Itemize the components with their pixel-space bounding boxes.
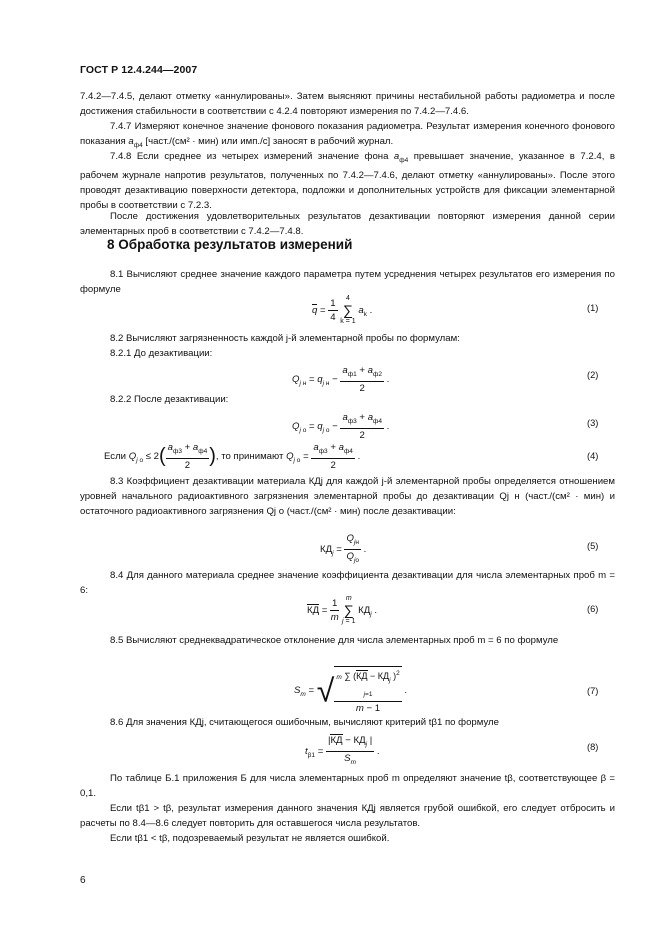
section-title: 8 Обработка результатов измерений xyxy=(107,237,353,252)
paragraph-8-2-2: 8.2.2 После дезактивации: xyxy=(110,394,229,405)
paragraph-8-2-1: 8.2.1 До дезактивации: xyxy=(110,348,213,359)
formula-7: $S_m$ = √ m ∑ ($КД - КД_j$ )$^2$ j=1 m − 1 . xyxy=(294,666,407,715)
paragraph-table-b1: По таблице Б.1 приложения Б для числа элементарных проб m определяют значение tβ, соответствующее β = 0,1. xyxy=(80,773,615,799)
paragraph-8-3: 8.3 Коэффициент дезактивации материала КДj для каждой j-й элементарной пробы определяется отношением уровней начального радиоактивного загрязнения элементарной пробы до дезактивации Qj н (част./(см² · мин) и остаточного радиоактивного загрязнения Qj о (част./(см² · мин) после дезактивации: xyxy=(80,476,615,517)
paragraph-8-4: 8.4 Для данного материала среднее значение коэффициента дезактивации для числа элементарных проб m = 6: xyxy=(80,570,615,596)
paragraph-8-2: 8.2 Вычисляют загрязненность каждой j-й элементарной пробы по формулам: xyxy=(110,333,460,344)
paragraph-8-5: 8.5 Вычисляют среднеквадратическое отклонение для числа элементарных проб m = 6 по формуле xyxy=(110,635,559,646)
paragraph-condition-1: Если tβ1 > tβ, результат измерения данного значения КДj является грубой ошибкой, его следует отбросить и расчеты по 8.4—8.6 следует повторить для оставшегося числа результатов. xyxy=(80,803,615,829)
paragraph-condition-2: Если tβ1 < tβ, подозреваемый результат не является ошибкой. xyxy=(110,833,390,844)
equation-number: (3) xyxy=(587,418,599,428)
paragraph-7-4-8: 7.4.8 Если среднее из четырех измерений значение фона $a_{ф4}$ превышает значение, указанное в 7.2.4, в рабочем журнале напротив результатов, полученных по 7.4.2—7.4.6, делают отметку «аннулированы». После этого проводят дезактивацию поверхности детектора, подложки и дополнительных устройств для фиксации элементарной пробы в соответствии с 7.2.3. xyxy=(80,151,615,211)
formula-4: Если $Q_{j о} \le 2$( $a_{ф3} + a_{ф4}$ 2 ), то принимают $Q_{j о}$ = $a_{ф3} + a_{ф4}$ 2 . xyxy=(104,442,361,471)
equation-number: (4) xyxy=(587,451,599,461)
formula-3: $Q_{j о} = q_{j о}$ − $a_{ф3} + a_{ф4}$ 2 . xyxy=(292,412,390,441)
formula-1: q = $\frac{1}{4}$ 4 ∑ k = 1 $a_k$ . xyxy=(312,295,373,325)
formula-8: $t_{\beta 1}$ = $|КД - КД_j$ | $S_m$ . xyxy=(305,735,380,766)
formula-6: КД = $\frac{1}{m}$ m ∑ j = 1 $КД_j$ . xyxy=(307,595,378,625)
paragraph-after-decontamination: После достижения удовлетворительных результатов дезактивации повторяют измерения данной серии элементарных проб в соответствии с 7.4.2—7.4.8. xyxy=(80,211,615,237)
paragraph-8-6: 8.6 Для значения КДj, считающегося ошибочным, вычисляют критерий tβ1 по формуле xyxy=(110,717,499,728)
document-header: ГОСТ Р 12.4.244—2007 xyxy=(80,64,198,76)
equation-number: (5) xyxy=(587,541,599,551)
formula-5: $КД_j$ = $Q_{jн}$ $Q_{jо}$ . xyxy=(320,533,367,564)
equation-number: (2) xyxy=(587,370,599,380)
formula-2: $Q_{j н} = q_{j н}$ − $a_{ф1} + a_{ф2}$ 2 . xyxy=(292,365,390,394)
page-number: 6 xyxy=(80,875,86,886)
paragraph-8-1: 8.1 Вычисляют среднее значение каждого параметра путем усреднения четырех результатов его измерения по формуле xyxy=(80,269,615,295)
equation-number: (6) xyxy=(587,604,599,614)
equation-number: (7) xyxy=(587,686,599,696)
paragraph-7-4-7: 7.4.7 Измеряют конечное значение фонового показания радиометра. Результат измерения конечного фонового показания $a_{ф4}$ [част./(см² · мин) или имп./с] заносят в рабочий журнал. xyxy=(80,121,615,149)
paragraph-7-4-5: 7.4.2—7.4.5, делают отметку «аннулированы». Затем выясняют причины нестабильной работы радиометра и после достижения стабильности в соответствии с 4.2.4 повторяют измерения по 7.4.2—7.4.6. xyxy=(80,91,615,117)
equation-number: (1) xyxy=(587,303,599,313)
equation-number: (8) xyxy=(587,742,599,752)
